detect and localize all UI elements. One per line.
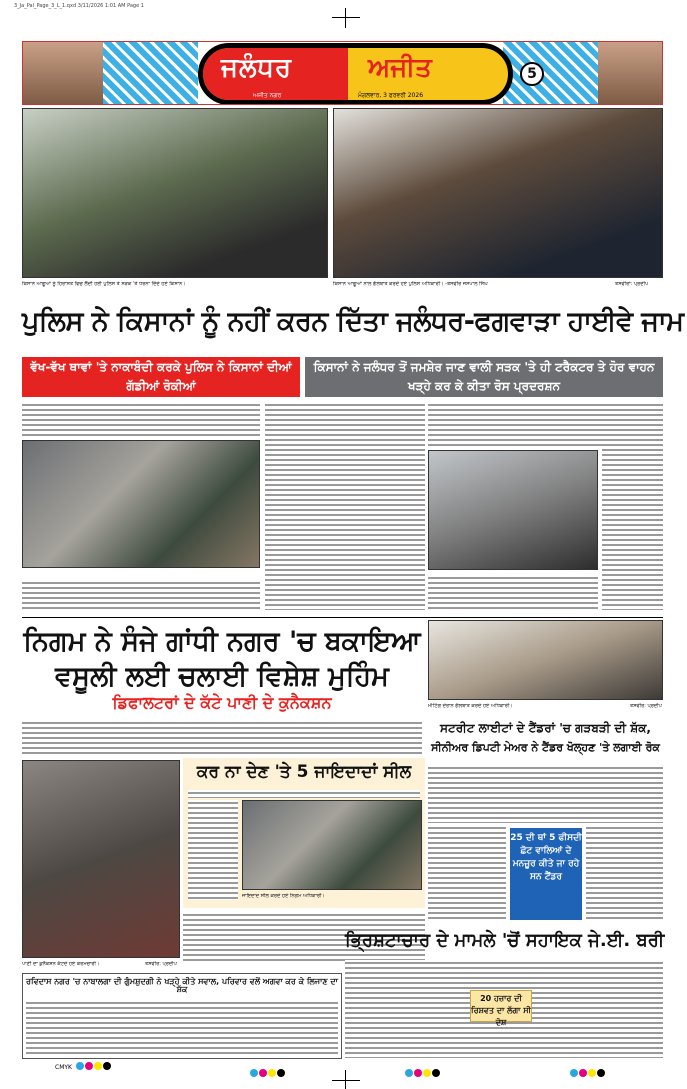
photo-credit: ਤਸਵੀਰ: ਪ੍ਰਦੀਪ [145,961,177,967]
property-seal-photo [242,800,422,890]
photo-caption: ਕਿਸਾਨ ਆਗੂਆਂ ਨਾਲ ਗੱਲਬਾਤ ਕਰਦੇ ਹੋਏ ਪੁਲਿਸ ਅਧਿਕਾਰੀ। -ਤਸਵੀਰ ਜਸਪਾਲ ਸਿੰਘ [333,281,488,287]
water-connection-photo [22,760,180,958]
farmers-sitting-photo [22,440,260,568]
farmers-protest-photo [22,108,328,278]
article-body [22,580,260,610]
meeting-photo [428,620,663,700]
photo-credit: ਤਸਵੀਰ: ਪ੍ਰਦੀਪ [630,703,662,709]
masthead [22,41,663,105]
article-body [428,575,598,610]
tractors-photo [428,450,598,570]
nigam-subhead: ਡਿਫਾਲਟਰਾਂ ਦੇ ਕੱਟੇ ਪਾਣੀ ਦੇ ਕੁਨੈਕਸ਼ਨ [112,693,332,712]
masthead-title-right: ਅਜੀਤ [368,53,432,83]
page-number: 5 [520,62,544,86]
article-body [265,402,425,610]
masthead-subtitle: ਅਜੀਤ ਨਗਰ [253,92,282,99]
logo [198,43,513,105]
building-photo-right [598,42,663,105]
article-body [188,790,420,798]
lead-subhead-red: ਵੱਖ-ਵੱਖ ਥਾਵਾਂ 'ਤੇ ਨਾਕਾਬੰਦੀ ਕਰਕੇ ਪੁਲਿਸ ਨੇ ਕਿਸਾਨਾਂ ਦੀਆਂ ਗੱਡੀਆਂ ਰੋਕੀਆਂ [22,357,300,397]
ravidas-headline: ਰਵਿਦਾਸ ਨਗਰ 'ਚ ਨਾਬਾਲਗਾ ਦੀ ਗੁੰਮਸ਼ੁਦਗੀ ਨੇ ਖੜ੍ਹੇ ਕੀਤੇ ਸਵਾਲ, ਪਰਿਵਾਰ ਵਲੋਂ ਅਗਵਾ ਕਰ ਕੇ ਲਿਜਾਣ ਦਾ ਸ਼ੱਕ [26,977,338,994]
article-body [22,720,422,756]
registration-mark [332,17,360,18]
color-bar [250,1062,286,1081]
photo-caption: ਪਾਣੀ ਦਾ ਕੁਨੈਕਸ਼ਨ ਕੱਟਦੇ ਹੋਏ ਕਰਮਚਾਰੀ। [22,961,100,967]
masthead-title-left: ਜਲੰਧਰ [221,53,293,83]
article-body [586,825,663,920]
article-body [188,800,238,900]
registration-mark [332,1080,360,1081]
streetlights-headline-2: ਸੀਨੀਅਰ ਡਿਪਟੀ ਮੇਅਰ ਨੇ ਟੈਂਡਰ ਖੋਲ੍ਹਣ 'ਤੇ ਲਗਾਈ ਰੋਕ [431,741,660,754]
color-bar [405,1062,441,1081]
divider [22,617,663,618]
article-body [22,402,260,438]
nigam-headline: ਨਿਗਮ ਨੇ ਸੰਜੇ ਗਾਂਧੀ ਨਗਰ 'ਚ ਬਕਾਇਆ ਵਸੂਲੀ ਲਈ ਚਲਾਈ ਵਿਸ਼ੇਸ਼ ਮੁਹਿੰਮ [23,626,421,692]
corruption-highlight: 20 ਹਜ਼ਾਰ ਦੀ ਰਿਸ਼ਵਤ ਦਾ ਲੱਗਾ ਸੀ ਦੋਸ਼ [470,990,532,1022]
article-body [26,1000,338,1055]
corruption-headline: ਭ੍ਰਿਸ਼ਟਾਚਾਰ ਦੇ ਮਾਮਲੇ 'ਚੋਂ ਸਹਾਇਕ ਜੇ.ਈ. ਬਰੀ [345,930,665,951]
masthead-date: ਮੰਗਲਵਾਰ, 3 ਫਰਵਰੀ 2026 [358,92,424,99]
lead-headline: ਪੁਲਿਸ ਨੇ ਕਿਸਾਨਾਂ ਨੂੰ ਨਹੀਂ ਕਰਨ ਦਿੱਤਾ ਜਲੰਧਰ-ਫਗਵਾੜਾ ਹਾਈਵੇ ਜਾਮ [22,306,684,337]
file-slug: 3_Ja_Pal_Page_3_L_1.qxd 3/11/2026 1:01 AM Page 1 [14,3,144,9]
photo-caption: ਮੀਟਿੰਗ ਦੌਰਾਨ ਗੱਲਬਾਤ ਕਰਦੇ ਹੋਏ ਅਧਿਕਾਰੀ। [428,703,513,709]
cmyk-label: CMYK [55,1063,72,1071]
photo-caption: ਜਾਇਦਾਦ ਸੀਲ ਕਰਦੇ ਹੋਏ ਨਿਗਮ ਅਧਿਕਾਰੀ। [242,893,325,899]
decor-pattern [503,42,598,105]
streetlights-highlight: 25 ਦੀ ਥਾਂ 5 ਫੀਸਦੀ ਛੋਟ ਵਾਲਿਆਂ ਦੇ ਮਨਜ਼ੂਰ ਕੀਤੇ ਜਾ ਰਹੇ ਸਨ ਟੈਂਡਰ [510,828,582,920]
color-bar [55,1062,112,1072]
color-bar [570,1062,606,1081]
registration-mark [345,8,346,28]
streetlights-headline-1: ਸਟਰੀਟ ਲਾਈਟਾਂ ਦੇ ਟੈਂਡਰਾਂ 'ਚ ਗੜਬੜੀ ਦੀ ਸ਼ੱਕ, [440,721,651,735]
article-body [428,765,663,823]
article-body [602,402,663,610]
seal-headline: ਕਰ ਨਾ ਦੇਣ 'ਤੇ 5 ਜਾਇਦਾਦਾਂ ਸੀਲ [196,762,412,782]
photo-credit: ਤਸਵੀਰਾਂ: ਪ੍ਰਦੀਪ [615,281,649,287]
article-body [428,825,506,920]
decor-pattern [103,42,198,105]
building-photo-left [23,42,103,105]
lead-subhead-gray: ਕਿਸਾਨਾਂ ਨੇ ਜਲੰਧਰ ਤੋਂ ਜਮਸ਼ੇਰ ਜਾਣ ਵਾਲੀ ਸੜਕ 'ਤੇ ਹੀ ਟਰੈਕਟਰ ਤੇ ਹੋਰ ਵਾਹਨ ਖੜ੍ਹੇ ਕਰ ਕੇ ਕੀਤਾ ਰੋਸ ਪ੍ਰਦਰਸ਼ਨ [305,357,663,397]
photo-caption: ਕਿਸਾਨ ਆਗੂਆਂ ਨੂੰ ਹਿਰਾਸਤ ਵਿਚ ਲੈਂਦੀ ਹੋਈ ਪੁਲਿਸ ਤੇ ਸੜਕ 'ਤੇ ਧਰਨਾ ਦਿੰਦੇ ਹੋਏ ਕਿਸਾਨ। [22,281,186,287]
police-farmers-photo [333,108,663,278]
